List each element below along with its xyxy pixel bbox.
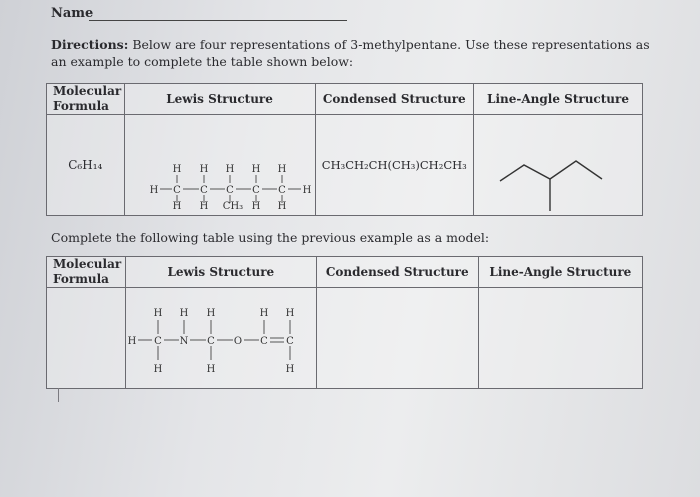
line-angle-3-methylpentane	[474, 115, 642, 211]
lewis-h: H	[285, 308, 295, 319]
lewis-h: H	[153, 308, 163, 319]
directions-text	[51, 36, 651, 70]
lewis-h: H	[206, 364, 216, 375]
directions-body: Below are four representations of 3-methylpentane. Use these representations as an example to complete the table shown below:	[51, 37, 650, 69]
header-condensed-structure: Condensed Structure	[315, 84, 473, 115]
lewis-atom: C	[277, 185, 286, 196]
lewis-atom: H	[149, 185, 158, 196]
lewis-h: H	[199, 201, 208, 211]
lewis-h: H	[179, 308, 189, 319]
header-molecular-formula: Molecular Formula	[47, 257, 126, 288]
example-table	[46, 83, 643, 216]
lewis-h: H	[277, 164, 286, 175]
answer-table-header-row	[47, 257, 643, 288]
lewis-atom: C	[199, 185, 208, 196]
lewis-h: H	[251, 164, 260, 175]
lewis-atom: N	[179, 336, 189, 347]
example-condensed-structure: CH₃CH₂CH(CH₃)CH₂CH₃	[315, 115, 473, 216]
lewis-h: H	[225, 164, 234, 175]
header-line-angle-structure: Line-Angle Structure	[473, 84, 642, 115]
lewis-atom: H	[302, 185, 311, 196]
example-table-header-row	[47, 84, 643, 115]
directions-label: Directions:	[51, 37, 129, 52]
instructions-text: Complete the following table using the previous example as a model:	[51, 230, 490, 245]
lewis-h: H	[172, 201, 181, 211]
lewis-h: H	[153, 364, 163, 375]
header-lewis-structure: Lewis Structure	[125, 257, 316, 288]
lewis-atom: C	[251, 185, 260, 196]
lewis-atom: C	[207, 336, 215, 347]
lewis-atom: O	[233, 336, 243, 347]
lewis-h: H	[285, 364, 295, 375]
lewis-atom: C	[154, 336, 162, 347]
answer-line-angle-structure-cell[interactable]	[478, 288, 642, 389]
lewis-structure-3-methylpentane	[125, 115, 315, 211]
lewis-structure-amine-ether	[126, 296, 316, 376]
lewis-h: H	[277, 201, 286, 211]
lewis-h: H	[172, 164, 181, 175]
lewis-atom: C	[172, 185, 181, 196]
header-lewis-structure: Lewis Structure	[124, 84, 315, 115]
lewis-atom: H	[127, 336, 137, 347]
lewis-h: H	[251, 201, 260, 211]
lewis-atom: C	[286, 336, 294, 347]
answer-condensed-structure-cell[interactable]	[316, 288, 478, 389]
header-molecular-formula: Molecular Formula	[47, 84, 125, 115]
example-table-row	[47, 115, 643, 216]
name-blank-line[interactable]	[89, 20, 347, 21]
header-line-angle-structure: Line-Angle Structure	[478, 257, 642, 288]
lewis-h: H	[199, 164, 208, 175]
lewis-ch3: CH₃	[222, 201, 243, 211]
lewis-h: H	[259, 308, 269, 319]
text-cursor	[58, 388, 59, 402]
example-molecular-formula: C₆H₁₄	[47, 115, 125, 216]
lewis-atom: C	[225, 185, 234, 196]
example-lewis-structure	[124, 115, 315, 216]
header-condensed-structure: Condensed Structure	[316, 257, 478, 288]
name-label: Name	[51, 6, 94, 21]
lewis-atom: C	[260, 336, 268, 347]
answer-molecular-formula-cell[interactable]	[47, 288, 126, 389]
lewis-h: H	[206, 308, 216, 319]
example-line-angle-structure	[473, 115, 642, 216]
